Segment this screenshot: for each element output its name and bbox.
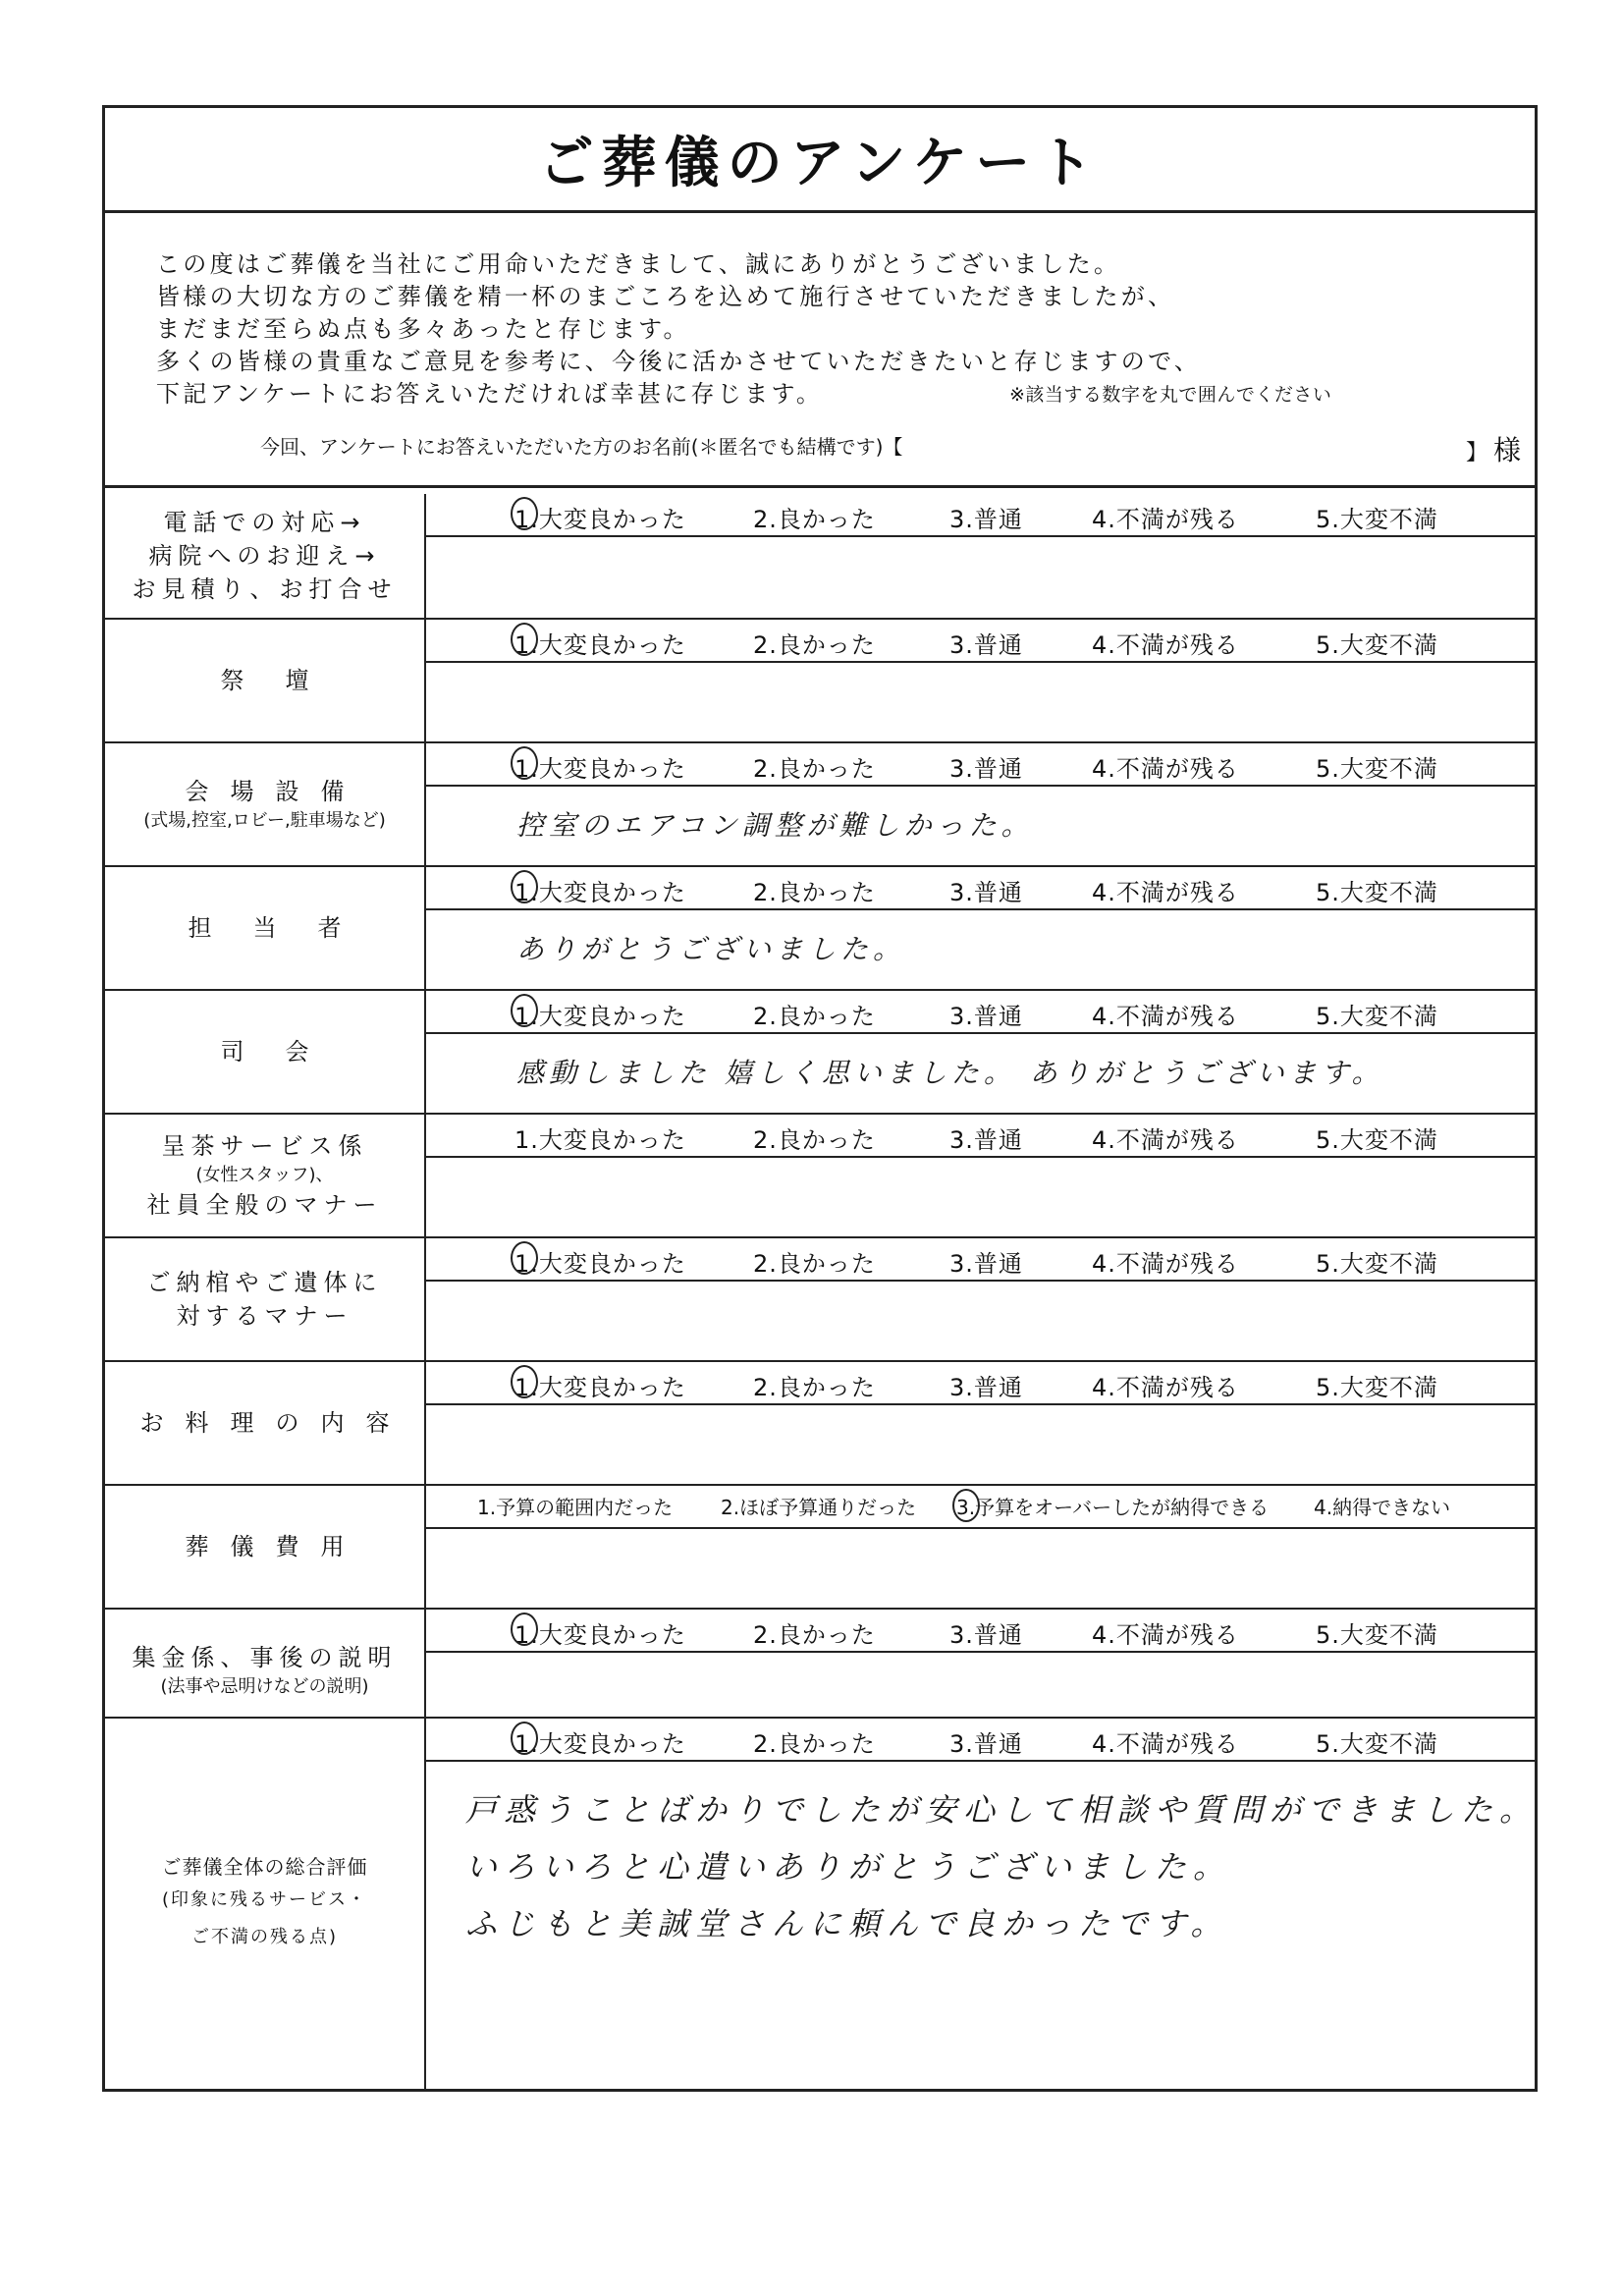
- question-label: お料理の内容: [139, 1409, 411, 1437]
- title-row: [105, 108, 1535, 213]
- selected-circle: [511, 1365, 538, 1398]
- rating-option[interactable]: [1092, 1724, 1239, 1759]
- question-row: [105, 1236, 1535, 1360]
- overall-sub-2: ご不満の残る点): [190, 1926, 339, 1947]
- rating-option-label: 1.大変良かった: [514, 879, 686, 906]
- question-row: [105, 989, 1535, 1113]
- rating-option-label: 1.大変良かった: [514, 1730, 686, 1758]
- rating-option-label: 5.大変不満: [1316, 1250, 1438, 1278]
- page-title: ご葬儀のアンケート: [538, 132, 1102, 195]
- intro-line: 皆様の大切な方のご葬儀を精一杯のまごころを込めて施行させていただきましたが、: [156, 283, 1175, 310]
- question-body: [426, 1115, 1535, 1236]
- rating-option-label: 5.大変不満: [1316, 755, 1438, 783]
- rating-option[interactable]: [1316, 1724, 1438, 1759]
- question-label-cell: [105, 494, 426, 618]
- comment-area[interactable]: [426, 1529, 1535, 1608]
- question-body: [426, 1238, 1535, 1360]
- comment-line: ありがとうございました。: [516, 933, 906, 965]
- question-label-cell: [105, 1238, 426, 1360]
- question-label: 電話での対応→: [163, 509, 366, 536]
- rating-option[interactable]: [1092, 997, 1239, 1031]
- rating-option[interactable]: [1092, 1368, 1239, 1402]
- rating-option-label: 4.不満が残る: [1092, 506, 1239, 533]
- selected-circle: [511, 746, 538, 780]
- rating-option[interactable]: [753, 1368, 876, 1402]
- rating-option-label: 3.普通: [949, 1126, 1023, 1154]
- rating-option-label: 4.不満が残る: [1092, 631, 1239, 659]
- rating-option-label: 3.普通: [949, 631, 1023, 659]
- rating-option-label: 2.良かった: [753, 631, 876, 659]
- circle-instruction: ※該当する数字を丸で囲んでください: [1009, 384, 1332, 406]
- rating-option-label: 5.大変不満: [1316, 631, 1438, 659]
- rating-option[interactable]: [1316, 749, 1438, 784]
- intro-line: 多くの皆様の貴重なご意見を参考に、今後に活かさせていただきたいと存じますので、: [156, 348, 1202, 375]
- question-label: 社員全般のマナー: [146, 1191, 383, 1219]
- rating-option-label: 1.大変良かった: [514, 631, 686, 659]
- rating-option[interactable]: [753, 626, 876, 660]
- rating-option-label: 2.良かった: [753, 755, 876, 783]
- rating-option-label: 5.大変不満: [1316, 1621, 1438, 1649]
- overall-row: [105, 1717, 1539, 2089]
- rating-option-label: 4.不満が残る: [1092, 879, 1239, 906]
- overall-comment-line: 戸惑うことばかりでしたが安心して相談や質問ができました。: [465, 1791, 1539, 1829]
- rating-option[interactable]: [949, 1244, 1023, 1279]
- rating-option-label: 2.ほぼ予算通りだった: [721, 1496, 917, 1519]
- question-sublabel: (女性スタッフ)、: [195, 1165, 334, 1185]
- rating-option[interactable]: [1316, 1244, 1438, 1279]
- rating-option-label: 2.良かった: [753, 879, 876, 906]
- question-body: [426, 867, 1535, 989]
- rating-option[interactable]: [721, 1492, 916, 1520]
- question-body: [426, 743, 1535, 865]
- rating-option-label: 1.大変良かった: [514, 1374, 686, 1401]
- rating-option[interactable]: [1092, 749, 1239, 784]
- rating-option-label: 1.大変良かった: [514, 1621, 686, 1649]
- rating-option-label: 4.不満が残る: [1092, 1126, 1239, 1154]
- intro-line: 下記アンケートにお答えいただければ幸甚に存じます。: [156, 380, 824, 408]
- rating-option-label: 3.予算をオーバーしたが納得できる: [956, 1496, 1270, 1519]
- question-label: 呈茶サービス係: [161, 1132, 368, 1160]
- question-label: 病院へのお迎え→: [148, 542, 381, 570]
- rating-option[interactable]: [514, 873, 686, 907]
- rating-option[interactable]: [949, 626, 1023, 660]
- question-label-cell: [105, 867, 426, 989]
- rating-option[interactable]: [1092, 873, 1239, 907]
- overall-body: [426, 1719, 1539, 2089]
- rating-option[interactable]: [1092, 626, 1239, 660]
- question-body: [426, 1610, 1535, 1731]
- rating-option[interactable]: [753, 749, 876, 784]
- rating-option-label: 1.大変良かった: [514, 506, 686, 533]
- rating-option[interactable]: [1092, 1244, 1239, 1279]
- name-bracket-close: 】: [1466, 441, 1488, 465]
- rating-options: [426, 1238, 1535, 1282]
- rating-option-label: 4.不満が残る: [1092, 755, 1239, 783]
- comment-area[interactable]: [426, 1034, 1535, 1113]
- question-label: 担当者: [188, 914, 383, 942]
- rating-option[interactable]: [949, 997, 1023, 1031]
- comment-area[interactable]: [426, 1282, 1535, 1360]
- question-body: [426, 494, 1535, 618]
- rating-option-label: 4.納得できない: [1314, 1496, 1451, 1519]
- rating-options: [426, 620, 1535, 663]
- rating-option[interactable]: [753, 1615, 876, 1650]
- intro-line: この度はご葬儀を当社にご用命いただきまして、誠にありがとうございました。: [156, 250, 1121, 278]
- name-suffix: 様: [1493, 434, 1522, 466]
- rating-option-label: 2.良かった: [753, 1621, 876, 1649]
- overall-comment[interactable]: [426, 1762, 1539, 2089]
- selected-circle: [511, 994, 538, 1027]
- rating-option[interactable]: [514, 997, 686, 1031]
- comment-line: 控室のエアコン調整が難しかった。: [516, 809, 1034, 842]
- rating-option[interactable]: [753, 1724, 876, 1759]
- selected-circle: [511, 1613, 538, 1646]
- rating-options: [426, 743, 1535, 787]
- rating-option[interactable]: [1314, 1492, 1450, 1520]
- rating-option-label: 4.不満が残る: [1092, 1621, 1239, 1649]
- rating-option-label: 1.予算の範囲内だった: [477, 1496, 674, 1519]
- rating-option-label: 3.普通: [949, 1250, 1023, 1278]
- rating-options: [426, 1115, 1535, 1158]
- question-label-cell: [105, 1362, 426, 1484]
- rating-option-label: 2.良かった: [753, 1126, 876, 1154]
- question-row: [105, 494, 1535, 618]
- question-label-cell: [105, 1115, 426, 1236]
- question-label: ご納棺やご遺体に: [146, 1269, 383, 1296]
- rating-option[interactable]: [753, 1244, 876, 1279]
- rating-options: [426, 867, 1535, 910]
- rating-option-label: 1.大変良かった: [514, 1003, 686, 1030]
- selected-circle: [952, 1489, 980, 1522]
- overall-sub-1: (印象に残るサービス・: [161, 1888, 368, 1910]
- rating-option[interactable]: [1316, 1368, 1438, 1402]
- rating-option[interactable]: [514, 1615, 686, 1650]
- rating-option-label: 4.不満が残る: [1092, 1250, 1239, 1278]
- rating-option[interactable]: [1316, 1121, 1438, 1155]
- rating-option-label: 3.普通: [949, 1374, 1023, 1401]
- comment-area[interactable]: [426, 1158, 1535, 1236]
- rating-options: [426, 494, 1535, 537]
- selected-circle: [511, 497, 538, 530]
- selected-circle: [511, 870, 538, 903]
- rating-option[interactable]: [514, 1724, 686, 1759]
- question-label-cell: [105, 991, 426, 1113]
- question-label: お見積り、お打合せ: [132, 575, 398, 603]
- rating-option[interactable]: [753, 500, 876, 534]
- rating-option-label: 3.普通: [949, 506, 1023, 533]
- question-body: [426, 620, 1535, 741]
- question-row: [105, 1113, 1535, 1236]
- rating-option[interactable]: [956, 1492, 1269, 1520]
- rating-option-label: 5.大変不満: [1316, 1126, 1438, 1154]
- question-row: [105, 741, 1535, 865]
- rating-option-label: 5.大変不満: [1316, 1730, 1438, 1758]
- rating-option-label: 5.大変不満: [1316, 1003, 1438, 1030]
- rating-option[interactable]: [477, 1492, 673, 1520]
- comment-area[interactable]: [426, 1405, 1535, 1484]
- rating-option[interactable]: [514, 1368, 686, 1402]
- rating-option[interactable]: [514, 500, 686, 534]
- rating-option[interactable]: [514, 749, 686, 784]
- name-field-end: [1466, 429, 1521, 468]
- survey-form: [102, 105, 1538, 2092]
- rating-option[interactable]: [1092, 500, 1239, 534]
- rating-option[interactable]: [949, 1368, 1023, 1402]
- rating-option[interactable]: [753, 997, 876, 1031]
- comment-area[interactable]: [426, 537, 1535, 618]
- rating-option-label: 5.大変不満: [1316, 506, 1438, 533]
- question-label: 対するマナー: [176, 1302, 353, 1330]
- comment-area[interactable]: [426, 787, 1535, 865]
- rating-option-label: 2.良かった: [753, 1003, 876, 1030]
- rating-option[interactable]: [514, 1244, 686, 1279]
- question-body: [426, 1362, 1535, 1484]
- rating-options: [426, 1610, 1535, 1653]
- rating-option[interactable]: [949, 1615, 1023, 1650]
- rating-option-label: 2.良かった: [753, 1250, 876, 1278]
- rating-option-label: 3.普通: [949, 1621, 1023, 1649]
- rating-option-label: 1.大変良かった: [514, 755, 686, 783]
- rating-option[interactable]: [1316, 500, 1438, 534]
- rating-option-label: 3.普通: [949, 879, 1023, 906]
- question-row: [105, 1360, 1535, 1484]
- rating-option-label: 4.不満が残る: [1092, 1374, 1239, 1401]
- rating-option[interactable]: [1092, 1121, 1239, 1155]
- question-row: [105, 618, 1535, 741]
- rating-option[interactable]: [1316, 997, 1438, 1031]
- name-prompt: 今回、アンケートにお答えいただいた方のお名前(＊匿名でも結構です)【: [260, 435, 903, 459]
- rating-option-label: 2.良かった: [753, 1730, 876, 1758]
- question-body: [426, 1486, 1535, 1608]
- rating-option[interactable]: [753, 873, 876, 907]
- overall-comment-line: いろいろと心遣いありがとうございました。: [465, 1848, 1232, 1886]
- overall-options: [426, 1719, 1535, 1762]
- rating-options: [426, 1362, 1535, 1405]
- intro-line: まだまだ至らぬ点も多々あったと存じます。: [156, 315, 690, 343]
- question-label-cell: [105, 1486, 426, 1608]
- question-label: 集金係、事後の説明: [132, 1644, 398, 1671]
- selected-circle: [511, 1241, 538, 1275]
- rating-options: [426, 1486, 1535, 1529]
- selected-circle: [511, 1722, 538, 1755]
- rating-option-label: 3.普通: [949, 755, 1023, 783]
- rating-option-label: 5.大変不満: [1316, 1374, 1438, 1401]
- question-sublabel: (法事や忌明けなどの説明): [160, 1676, 369, 1697]
- question-row: [105, 1484, 1535, 1608]
- rating-options: [426, 991, 1535, 1034]
- rating-option-label: 3.普通: [949, 1730, 1023, 1758]
- rating-option[interactable]: [1092, 1615, 1239, 1650]
- question-sublabel: (式場,控室,ロビー,駐車場など): [143, 810, 386, 831]
- rating-option[interactable]: [1316, 626, 1438, 660]
- selected-circle: [511, 623, 538, 656]
- comment-area[interactable]: [426, 663, 1535, 741]
- question-label-cell: [105, 1610, 426, 1731]
- rating-option-label: 1.大変良かった: [514, 1126, 686, 1154]
- question-label: 司会: [220, 1038, 351, 1066]
- rating-option[interactable]: [514, 1121, 686, 1155]
- question-label-cell: [105, 620, 426, 741]
- rating-option[interactable]: [1316, 1615, 1438, 1650]
- rating-option-label: 4.不満が残る: [1092, 1003, 1239, 1030]
- comment-area[interactable]: [426, 910, 1535, 989]
- overall-label: ご葬儀全体の総合評価: [161, 1854, 368, 1879]
- rating-option[interactable]: [1316, 873, 1438, 907]
- rating-option-label: 5.大変不満: [1316, 879, 1438, 906]
- rating-option[interactable]: [949, 1724, 1023, 1759]
- rating-option-label: 2.良かった: [753, 506, 876, 533]
- rating-option[interactable]: [949, 1121, 1023, 1155]
- question-row: [105, 865, 1535, 989]
- question-label-cell: [105, 743, 426, 865]
- overall-label-cell: [105, 1719, 426, 2089]
- question-body: [426, 991, 1535, 1113]
- rating-option[interactable]: [753, 1121, 876, 1155]
- question-label: 祭壇: [220, 667, 351, 694]
- overall-comment-line: ふじもと美誠堂さんに頼んで良かったです。: [465, 1905, 1229, 1942]
- question-row: [105, 1608, 1535, 1731]
- intro-section: [105, 213, 1535, 488]
- rating-option[interactable]: [949, 873, 1023, 907]
- rating-option[interactable]: [949, 749, 1023, 784]
- rating-option[interactable]: [949, 500, 1023, 534]
- rating-option[interactable]: [514, 626, 686, 660]
- rating-option-label: 2.良かった: [753, 1374, 876, 1401]
- question-label: 会場設備: [185, 778, 366, 805]
- question-label: 葬儀費用: [185, 1533, 366, 1560]
- comment-line: 感動しました 嬉しく思いました。 ありがとうございます。: [516, 1057, 1384, 1089]
- rating-option-label: 4.不満が残る: [1092, 1730, 1239, 1758]
- rating-option-label: 1.大変良かった: [514, 1250, 686, 1278]
- rating-option-label: 3.普通: [949, 1003, 1023, 1030]
